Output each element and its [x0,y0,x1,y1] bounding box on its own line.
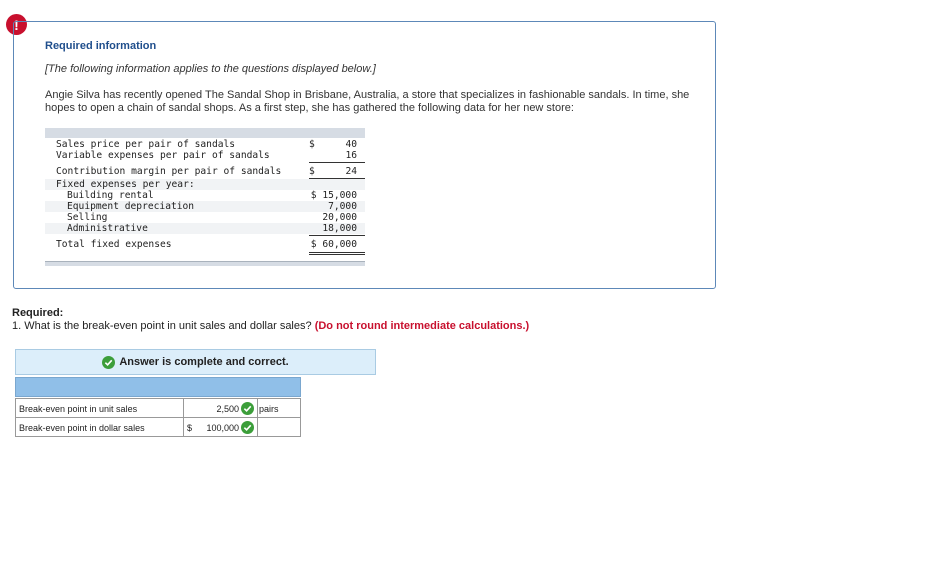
row-label: Break-even point in unit sales [19,404,138,414]
row-label: Fixed expenses per year: [56,179,195,190]
table-row [15,417,301,437]
row-value: 20,000 [322,212,357,223]
question-text [12,320,529,332]
row-value: 7,000 [328,201,357,212]
table-top-bar [45,128,365,138]
table-row [45,150,365,161]
table-bottom-bar [45,261,365,266]
answer-status-banner [15,349,376,375]
check-circle-icon [241,402,254,415]
answer-table [15,377,301,437]
required-heading: Required: [12,307,64,319]
row-label: Break-even point in dollar sales [19,423,145,433]
info-subtitle: [The following information applies to the questions displayed below.] [45,63,376,75]
dollar-sales-input[interactable] [183,418,258,436]
row-value: 40 [345,139,357,150]
question-main: 1. What is the break-even point in unit sales and dollar sales? [12,320,312,332]
check-circle-icon [102,356,115,369]
row-label: Contribution margin per pair of sandals [56,166,282,177]
row-label: Administrative [67,223,148,234]
table-row [45,239,365,250]
alert-icon: ! [6,14,27,35]
unit-sales-input[interactable] [183,399,258,417]
row-symbol: $ [309,139,315,150]
row-value: 16 [345,150,357,161]
underline [309,235,365,236]
info-title: Required information [45,40,157,52]
row-value: $ 60,000 [310,239,357,250]
info-text: Angie Silva has recently opened The Sandal Shop in Brisbane, Australia, a store that specializes in fashionable sandals. In time, she hopes to open a chain of sandal shops. As a first step, she has gathered the following data for her new store: [45,89,690,114]
banner-text: Answer is complete and correct. [119,356,289,368]
table-row [45,166,365,177]
table-row [45,179,365,190]
underline [309,254,365,255]
unit-label: pairs [259,404,279,414]
cell-value: 2,500 [216,404,239,414]
table-row [45,212,365,223]
row-value: $ 15,000 [310,190,357,201]
question-note: (Do not round intermediate calculations.) [314,320,530,332]
row-label: Total fixed expenses [56,239,172,250]
row-value: 24 [345,166,357,177]
table-row [45,223,365,234]
underline [309,252,365,253]
row-label: Variable expenses per pair of sandals [56,150,270,161]
row-label: Sales price per pair of sandals [56,139,236,150]
row-label: Selling [67,212,108,223]
table-row [45,139,365,150]
currency-symbol: $ [187,423,193,433]
row-label: Building rental [67,190,154,201]
table-row [15,398,301,418]
answer-table-header [15,377,301,397]
table-row [45,201,365,212]
row-label: Equipment depreciation [67,201,195,212]
check-circle-icon [241,421,254,434]
cell-value: 100,000 [206,423,239,433]
data-table [45,128,365,266]
info-panel [13,21,716,289]
underline [309,162,365,163]
row-symbol: $ [309,166,315,177]
table-row [45,190,365,201]
row-value: 18,000 [322,223,357,234]
